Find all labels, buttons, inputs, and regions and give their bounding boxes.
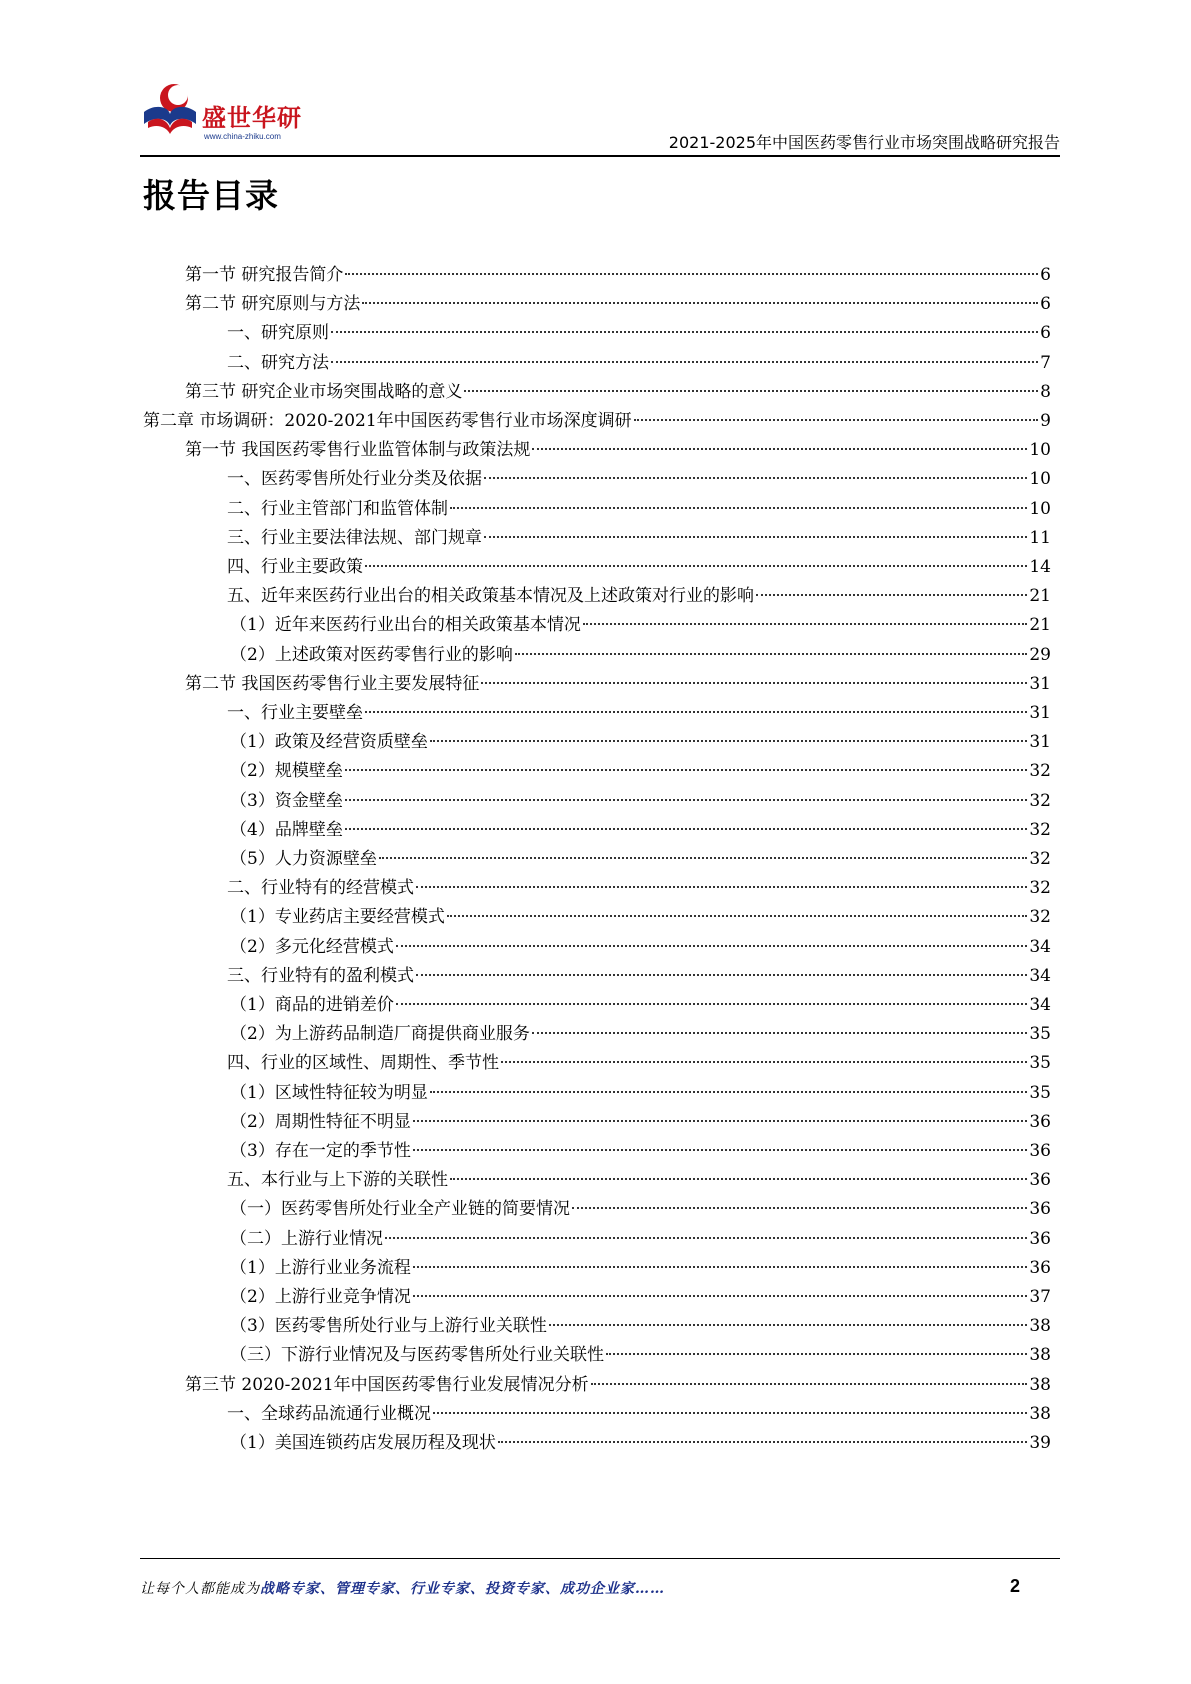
toc-entry-page: 35 xyxy=(1029,1024,1051,1045)
toc-entry-title: 第二节 我国医药零售行业主要发展特征 xyxy=(185,673,480,694)
header-divider xyxy=(140,155,1060,157)
toc-entry[interactable] xyxy=(227,961,1051,991)
toc-entry-page: 38 xyxy=(1029,1374,1051,1395)
toc-entry-title: （2）规模壁垒 xyxy=(230,761,343,782)
toc-dot-leader xyxy=(515,653,1028,655)
toc-entry[interactable] xyxy=(230,932,1051,962)
toc-entry-title: （5）人力资源壁垒 xyxy=(230,849,377,869)
toc-dot-leader xyxy=(396,945,1028,947)
toc-dot-leader xyxy=(396,1003,1028,1005)
toc-entry-title: 三、行业主要法律法规、部门规章 xyxy=(227,527,482,548)
toc-dot-leader xyxy=(416,974,1027,976)
toc-entry-title: 五、本行业与上下游的关联性 xyxy=(227,1170,448,1191)
toc-entry-title: （二）上游行业情况 xyxy=(230,1228,383,1249)
toc-entry-title: （3）存在一定的季节性 xyxy=(230,1141,411,1161)
toc-entry-page: 10 xyxy=(1029,440,1051,461)
toc-entry-title: （1）美国连锁药店发展历程及现状 xyxy=(230,1433,496,1453)
toc-entry-title: （1）区域性特征较为明显 xyxy=(230,1082,428,1103)
toc-dot-leader xyxy=(447,915,1028,917)
toc-entry-page: 32 xyxy=(1029,819,1051,840)
toc-entry-page: 34 xyxy=(1029,965,1051,986)
toc-entry-title: 二、研究方法 xyxy=(227,352,329,373)
toc-entry-page: 14 xyxy=(1029,557,1051,577)
toc-entry-page: 31 xyxy=(1029,703,1051,723)
toc-dot-leader xyxy=(481,682,1027,684)
toc-entry[interactable] xyxy=(143,406,1051,436)
toc-entry-title: （3）医药零售所处行业与上游行业关联性 xyxy=(230,1316,547,1337)
toc-entry[interactable] xyxy=(227,1165,1051,1195)
toc-entry[interactable] xyxy=(230,1136,1051,1166)
toc-dot-leader xyxy=(416,886,1027,888)
toc-entry-title: （1）上游行业业务流程 xyxy=(230,1257,411,1278)
toc-dot-leader xyxy=(365,565,1027,567)
toc-dot-leader xyxy=(591,1383,1028,1385)
toc-entry[interactable] xyxy=(230,1224,1051,1254)
toc-entry-page: 38 xyxy=(1029,1403,1051,1424)
toc-entry-page: 32 xyxy=(1029,790,1051,811)
toc-entry-title: （2）上述政策对医药零售行业的影响 xyxy=(230,644,513,665)
toc-entry[interactable] xyxy=(227,494,1051,524)
toc-entry[interactable] xyxy=(185,377,1051,407)
toc-dot-leader xyxy=(532,1032,1028,1034)
toc-entry[interactable] xyxy=(227,318,1051,348)
toc-dot-leader xyxy=(345,799,1028,801)
toc-entry[interactable] xyxy=(227,552,1051,582)
toc-entry-page: 38 xyxy=(1029,1345,1051,1366)
toc-dot-leader xyxy=(365,711,1027,713)
toc-entry[interactable] xyxy=(230,1282,1051,1312)
toc-entry-title: （4）品牌壁垒 xyxy=(230,819,343,840)
document-title: 2021-2025年中国医药零售行业市场突围战略研究报告 xyxy=(668,133,1060,152)
page-title: 报告目录 xyxy=(143,176,279,215)
toc-dot-leader xyxy=(498,1441,1028,1443)
toc-entry-page: 32 xyxy=(1029,907,1051,928)
toc-entry-title: 一、医药零售所处行业分类及依据 xyxy=(227,469,482,490)
toc-entry[interactable] xyxy=(185,435,1051,465)
toc-entry-page: 39 xyxy=(1029,1433,1051,1453)
toc-entry-title: （2）多元化经营模式 xyxy=(230,936,394,957)
toc-entry-title: 第二节 研究原则与方法 xyxy=(185,294,361,315)
toc-entry-title: 三、行业特有的盈利模式 xyxy=(227,965,414,986)
toc-entry-page: 34 xyxy=(1029,936,1051,957)
page-footer xyxy=(140,1578,1060,1602)
toc-entry-page: 36 xyxy=(1029,1199,1051,1220)
toc-dot-leader xyxy=(484,536,1027,538)
toc-entry[interactable] xyxy=(227,873,1051,903)
toc-entry-title: （2）周期性特征不明显 xyxy=(230,1111,411,1132)
toc-entry-page: 10 xyxy=(1029,498,1051,519)
toc-entry[interactable] xyxy=(185,1370,1051,1400)
toc-entry-page: 35 xyxy=(1029,1053,1051,1074)
toc-dot-leader xyxy=(413,1295,1028,1297)
toc-entry-page: 32 xyxy=(1029,761,1051,782)
toc-entry-page: 6 xyxy=(1040,323,1051,344)
toc-entry-page: 36 xyxy=(1029,1170,1051,1191)
toc-dot-leader xyxy=(345,828,1028,830)
toc-entry-page: 35 xyxy=(1029,1082,1051,1103)
toc-entry-title: （1）近年来医药行业出台的相关政策基本情况 xyxy=(230,615,581,636)
toc-dot-leader xyxy=(413,1120,1028,1122)
toc-entry-page: 9 xyxy=(1040,411,1051,431)
toc-entry-title: 第二章 市场调研：2020-2021年中国医药零售行业市场深度调研 xyxy=(143,411,632,431)
toc-dot-leader xyxy=(583,623,1028,625)
toc-entry-title: 二、行业主管部门和监管体制 xyxy=(227,498,448,519)
toc-entry-title: 第三节 2020-2021年中国医药零售行业发展情况分析 xyxy=(185,1374,589,1395)
toc-entry-page: 21 xyxy=(1029,586,1051,607)
toc-entry[interactable] xyxy=(227,348,1051,378)
toc-entry[interactable] xyxy=(227,1048,1051,1078)
toc-dot-leader xyxy=(532,448,1027,450)
toc-entry-title: （2）上游行业竞争情况 xyxy=(230,1287,411,1307)
toc-entry-title: 第三节 研究企业市场突围战略的意义 xyxy=(185,381,463,402)
toc-dot-leader xyxy=(450,1178,1027,1180)
toc-entry-page: 31 xyxy=(1029,673,1051,694)
brand-url: www.china-zhiku.com xyxy=(204,132,281,141)
toc-entry-title: 四、行业的区域性、周期性、季节性 xyxy=(227,1053,499,1074)
toc-entry-title: 一、研究原则 xyxy=(227,323,329,344)
toc-dot-leader xyxy=(450,507,1027,509)
toc-entry-page: 36 xyxy=(1029,1141,1051,1161)
toc-entry-page: 21 xyxy=(1029,615,1051,636)
toc-entry[interactable] xyxy=(185,289,1051,319)
book-logo-icon xyxy=(140,78,200,140)
toc-entry[interactable] xyxy=(230,1078,1051,1108)
toc-entry[interactable] xyxy=(230,1253,1051,1283)
toc-entry[interactable] xyxy=(230,1311,1051,1341)
toc-entry[interactable] xyxy=(230,815,1051,845)
toc-dot-leader xyxy=(379,857,1028,859)
toc-dot-leader xyxy=(413,1266,1028,1268)
toc-entry-title: 二、行业特有的经营模式 xyxy=(227,878,414,899)
footer-slogan xyxy=(140,1578,665,1598)
toc-entry-page: 36 xyxy=(1029,1111,1051,1132)
toc-dot-leader xyxy=(345,769,1028,771)
toc-entry-page: 7 xyxy=(1040,352,1051,373)
toc-entry-title: （1）政策及经营资质壁垒 xyxy=(230,732,428,753)
toc-entry-page: 8 xyxy=(1040,381,1051,402)
toc-entry-page: 31 xyxy=(1029,732,1051,753)
toc-dot-leader xyxy=(430,740,1028,742)
brand-name: 盛世华研 xyxy=(202,104,302,132)
toc-dot-leader xyxy=(756,594,1027,596)
toc-dot-leader xyxy=(634,419,1038,421)
toc-entry[interactable] xyxy=(230,1194,1051,1224)
toc-entry[interactable] xyxy=(227,581,1051,611)
toc-entry-title: （1）商品的进销差价 xyxy=(230,995,394,1015)
toc-entry[interactable] xyxy=(230,1340,1051,1370)
footer-divider xyxy=(140,1558,1060,1559)
toc-dot-leader xyxy=(331,361,1038,363)
toc-dot-leader xyxy=(501,1061,1027,1063)
toc-entry-page: 6 xyxy=(1040,265,1051,285)
toc-entry-page: 36 xyxy=(1029,1228,1051,1249)
toc-entry[interactable] xyxy=(227,1399,1051,1429)
toc-dot-leader xyxy=(549,1324,1028,1326)
toc-entry-title: 一、全球药品流通行业概况 xyxy=(227,1403,431,1424)
toc-entry[interactable] xyxy=(230,610,1051,640)
toc-dot-leader xyxy=(464,390,1038,392)
toc-entry[interactable] xyxy=(230,844,1051,874)
toc-entry-title: （一）医药零售所处行业全产业链的简要情况 xyxy=(230,1199,570,1220)
toc-dot-leader xyxy=(484,477,1027,479)
footer-slogan-prefix: 让每个人都能成为 xyxy=(140,1581,260,1597)
toc-entry-page: 37 xyxy=(1029,1287,1051,1307)
toc-entry[interactable] xyxy=(230,727,1051,757)
page-header xyxy=(140,78,1060,158)
toc-entry[interactable] xyxy=(230,902,1051,932)
toc-dot-leader xyxy=(430,1091,1028,1093)
toc-entry-title: 第一节 我国医药零售行业监管体制与政策法规 xyxy=(185,440,531,461)
footer-slogan-emphasis: 战略专家、管理专家、行业专家、投资专家、成功企业家…… xyxy=(260,1581,665,1597)
toc-entry[interactable] xyxy=(227,464,1051,494)
toc-entry[interactable] xyxy=(227,698,1051,728)
brand-logo xyxy=(140,78,310,144)
toc-entry[interactable] xyxy=(230,1107,1051,1137)
toc-entry-title: 第一节 研究报告简介 xyxy=(185,265,344,285)
toc-dot-leader xyxy=(331,331,1038,333)
toc-entry[interactable] xyxy=(230,786,1051,816)
toc-dot-leader xyxy=(345,273,1038,275)
toc-entry[interactable] xyxy=(230,640,1051,670)
toc-entry[interactable] xyxy=(230,990,1051,1020)
toc-entry-title: （2）为上游药品制造厂商提供商业服务 xyxy=(230,1024,530,1045)
toc-entry-page: 38 xyxy=(1029,1316,1051,1337)
toc-entry-title: 五、近年来医药行业出台的相关政策基本情况及上述政策对行业的影响 xyxy=(227,586,754,607)
toc-entry-page: 32 xyxy=(1029,849,1051,869)
toc-entry-title: 一、行业主要壁垒 xyxy=(227,703,363,723)
toc-entry-page: 6 xyxy=(1040,294,1051,315)
toc-entry[interactable] xyxy=(230,756,1051,786)
toc-entry-title: （三）下游行业情况及与医药零售所处行业关联性 xyxy=(230,1345,604,1366)
toc-entry[interactable] xyxy=(230,1428,1051,1458)
toc-entry-title: （3）资金壁垒 xyxy=(230,790,343,811)
toc-entry-page: 11 xyxy=(1029,527,1051,548)
toc-entry-page: 29 xyxy=(1029,644,1051,665)
toc-dot-leader xyxy=(572,1207,1027,1209)
toc-dot-leader xyxy=(606,1353,1027,1355)
toc-entry-title: （1）专业药店主要经营模式 xyxy=(230,907,445,928)
toc-dot-leader xyxy=(362,302,1038,304)
toc-entry-page: 34 xyxy=(1029,995,1051,1015)
toc-entry[interactable] xyxy=(185,669,1051,699)
toc-entry-page: 36 xyxy=(1029,1257,1051,1278)
toc-entry[interactable] xyxy=(230,1019,1051,1049)
toc-entry-page: 32 xyxy=(1029,878,1051,899)
page-number: 2 xyxy=(1009,1576,1020,1596)
toc-dot-leader xyxy=(385,1237,1027,1239)
toc-dot-leader xyxy=(413,1149,1028,1151)
toc-entry[interactable] xyxy=(185,260,1051,290)
toc-entry-title: 四、行业主要政策 xyxy=(227,557,363,577)
toc-entry-page: 10 xyxy=(1029,469,1051,490)
toc-dot-leader xyxy=(433,1412,1027,1414)
toc-entry[interactable] xyxy=(227,523,1051,553)
